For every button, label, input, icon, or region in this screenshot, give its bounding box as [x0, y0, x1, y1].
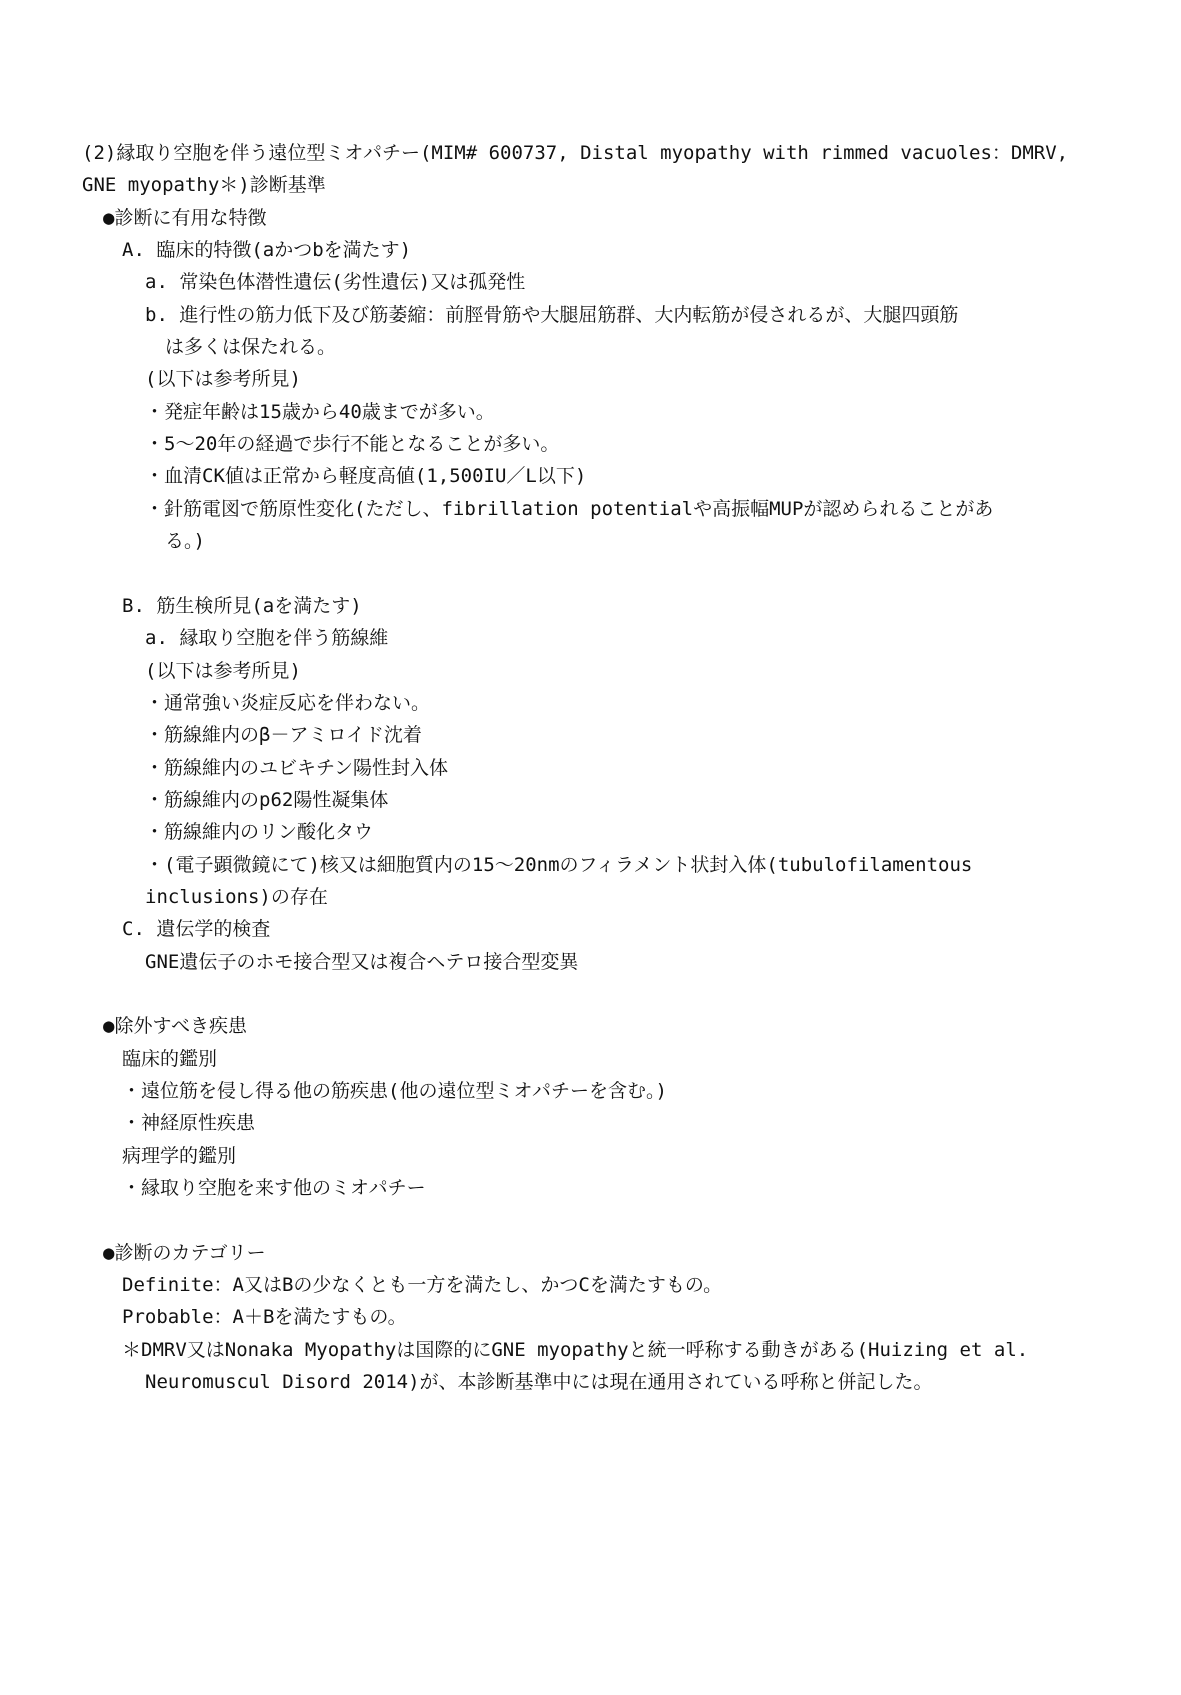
document-line: ・筋線維内のユビキチン陽性封入体: [145, 756, 449, 779]
document-line: C. 遺伝学的検査: [122, 918, 271, 941]
document-line: は多くは保たれる。: [165, 336, 337, 359]
document-line: ・遠位筋を侵し得る他の筋疾患(他の遠位型ミオパチーを含む。): [122, 1079, 667, 1102]
document-line: ●除外すべき疾患: [103, 1015, 248, 1038]
document-line: (以下は参考所見): [145, 368, 301, 391]
document-line: 病理学的鑑別: [122, 1144, 237, 1167]
document-line: a. 常染色体潜性遺伝(劣性遺伝)又は孤発性: [145, 271, 526, 294]
document-line: ・針筋電図で筋原性変化(ただし、fibrillation potentialや高振幅MUPが認められることがあ: [145, 497, 994, 520]
document-line: ・筋線維内のβ－アミロイド沈着: [145, 724, 422, 747]
document-line: ・(電子顕微鏡にて)核又は細胞質内の15～20nmのフィラメント状封入体(tubulofilamentous: [145, 853, 973, 876]
document-line: b. 進行性の筋力低下及び筋萎縮：前脛骨筋や大腿屈筋群、大内転筋が侵されるが、大腿四頭筋: [145, 303, 959, 326]
document-line: ＊DMRV又はNonaka Myopathyは国際的にGNE myopathyと統一呼称する動きがある(Huizing et al.: [122, 1338, 1029, 1361]
document-line: ・5～20年の経過で歩行不能となることが多い。: [145, 433, 560, 456]
document-line: GNE遺伝子のホモ接合型又は複合ヘテロ接合型変異: [145, 950, 579, 973]
document-line: ●診断に有用な特徴: [103, 206, 267, 229]
document-line: ・筋線維内のリン酸化タウ: [145, 821, 374, 844]
document-line: Probable：A＋Bを満たすもの。: [122, 1306, 407, 1329]
blank-line: [0, 978, 1181, 1010]
document-line: 臨床的鑑別: [122, 1047, 218, 1070]
document-line: ・神経原性疾患: [122, 1112, 256, 1135]
document-line: (2)縁取り空胞を伴う遠位型ミオパチー(MIM# 600737, Distal myopathy with rimmed vacuoles：DMRV,: [82, 142, 1069, 164]
document-line: Neuromuscul Disord 2014)が、本診断基準中には現在通用されている呼称と併記した。: [145, 1371, 933, 1394]
document-line: a. 縁取り空胞を伴う筋線維: [145, 627, 389, 650]
document-line: A. 臨床的特徴(aかつbを満たす): [122, 239, 412, 262]
document-line: ●診断のカテゴリー: [103, 1241, 266, 1264]
document-line: ・血清CK値は正常から軽度高値(1,500IU／L以下): [145, 465, 587, 488]
blank-line: [0, 557, 1181, 589]
blank-line: [0, 1204, 1181, 1236]
document-line: B. 筋生検所見(aを満たす): [122, 594, 362, 617]
document-line: Definite：A又はBの少なくとも一方を満たし、かつCを満たすもの。: [122, 1274, 723, 1297]
document-line: ・通常強い炎症反応を伴わない。: [145, 691, 431, 714]
document-line: (以下は参考所見): [145, 659, 301, 682]
document-line: ・筋線維内のp62陽性凝集体: [145, 788, 389, 811]
document-body: [0, 137, 1181, 1398]
document-line: ・縁取り空胞を来す他のミオパチー: [122, 1177, 426, 1199]
document-line: る。): [165, 530, 205, 553]
document-line: ・発症年齢は15歳から40歳までが多い。: [145, 400, 495, 423]
document-line: GNE myopathy＊)診断基準: [82, 174, 326, 197]
document-line: inclusions)の存在: [145, 885, 328, 908]
